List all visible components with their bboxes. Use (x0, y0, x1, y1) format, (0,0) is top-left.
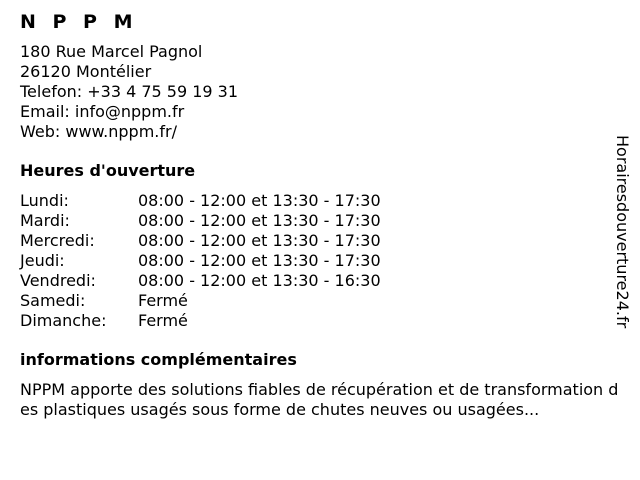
address-line-2: 26120 Montélier (20, 62, 152, 81)
email: Email: info@nppm.fr (20, 102, 185, 121)
day-label: Lundi: (20, 191, 69, 210)
hours-row-sunday (20, 311, 620, 331)
address-line-1: 180 Rue Marcel Pagnol (20, 42, 203, 61)
day-label: Mardi: (20, 211, 70, 230)
hours-row-wednesday (20, 231, 620, 251)
day-label: Mercredi: (20, 231, 95, 250)
day-label: Dimanche: (20, 311, 107, 330)
day-hours: 08:00 - 12:00 et 13:30 - 17:30 (138, 231, 381, 250)
day-hours: Fermé (138, 291, 188, 310)
day-hours: 08:00 - 12:00 et 13:30 - 17:30 (138, 191, 381, 210)
hours-row-monday (20, 191, 620, 211)
info-text: NPPM apporte des solutions fiables de récupération et de transformation des plastiques usagés sous forme de chutes neuves ou usagées... (20, 380, 619, 419)
business-name: N P P M (20, 11, 138, 33)
hours-table (20, 191, 620, 331)
hours-row-friday (20, 271, 620, 291)
hours-row-thursday (20, 251, 620, 271)
hours-heading: Heures d'ouverture (20, 161, 196, 180)
site-watermark: Horairesdouverture24.fr (613, 135, 632, 329)
day-label: Samedi: (20, 291, 86, 310)
day-hours: 08:00 - 12:00 et 13:30 - 16:30 (138, 271, 381, 290)
day-label: Jeudi: (20, 251, 65, 270)
day-hours: Fermé (138, 311, 188, 330)
day-hours: 08:00 - 12:00 et 13:30 - 17:30 (138, 251, 381, 270)
website: Web: www.nppm.fr/ (20, 122, 177, 141)
info-heading: informations complémentaires (20, 350, 297, 369)
hours-row-tuesday (20, 211, 620, 231)
hours-row-saturday (20, 291, 620, 311)
day-hours: 08:00 - 12:00 et 13:30 - 17:30 (138, 211, 381, 230)
day-label: Vendredi: (20, 271, 96, 290)
phone: Telefon: +33 4 75 59 19 31 (20, 82, 239, 101)
business-card (20, 10, 620, 420)
